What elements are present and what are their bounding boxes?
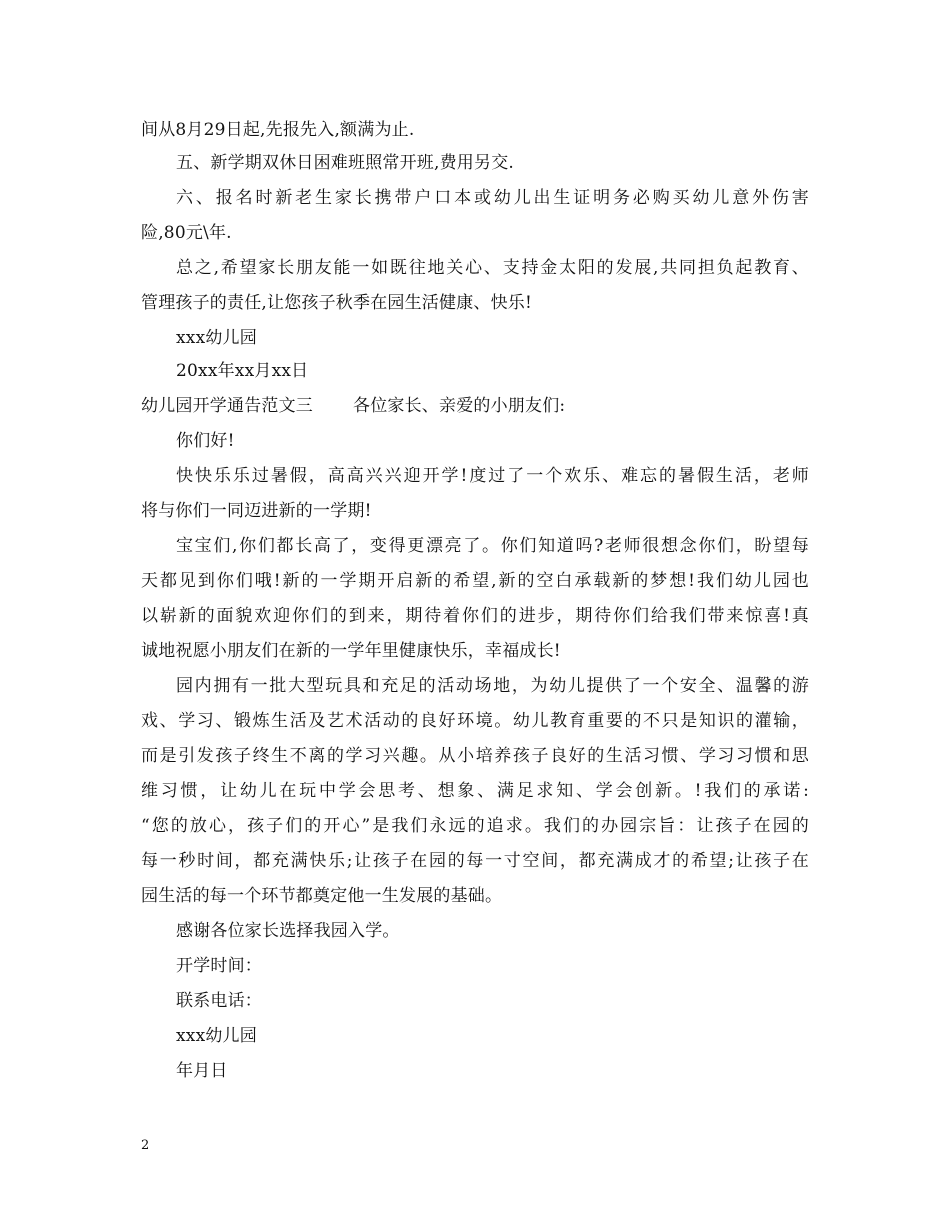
section-title: 幼儿园开学通告范文三 — [141, 396, 313, 416]
signature-date: 20xx年xx月xx日 — [176, 361, 309, 381]
text-line: 天都见到你们哦!新的一学期开启新的希望,新的空白承载新的梦想!我们幼儿园也 — [141, 571, 809, 591]
text-line: 五、新学期双休日困难班照常开班,费用另交. — [176, 153, 515, 173]
text-line: 每一秒时间，都充满快乐;让孩子在园的每一寸空间，都充满成才的希望;让孩子在 — [141, 851, 809, 871]
text-line: 维习惯，让幼儿在玩中学会思考、想象、满足求知、学会创新。!我们的承诺: — [141, 781, 809, 801]
text-line: 园内拥有一批大型玩具和充足的活动场地，为幼儿提供了一个安全、温馨的游 — [176, 676, 809, 696]
text-line: 感谢各位家长选择我园入学。 — [176, 921, 400, 941]
greeting-salutation: 各位家长、亲爱的小朋友们: — [353, 396, 566, 416]
text-line: 六、报名时新老生家长携带户口本或幼儿出生证明务必购买幼儿意外伤害 — [176, 188, 809, 208]
contact-phone-label: 联系电话： — [176, 991, 262, 1011]
text-line: 间从8月29日起,先报先入,额满为止. — [141, 120, 415, 140]
page-number: 2 — [141, 1138, 150, 1153]
text-line: 园生活的每一个环节都奠定他一生发展的基础。 — [141, 886, 503, 906]
signature-date: 年月日 — [176, 1061, 228, 1081]
text-line: 险,80元\年. — [141, 223, 232, 243]
text-line: 快快乐乐过暑假，高高兴兴迎开学!度过了一个欢乐、难忘的暑假生活，老师 — [176, 466, 809, 486]
text-line: 宝宝们,你们都长高了，变得更漂亮了。你们知道吗?老师很想念你们，盼望每 — [176, 536, 809, 556]
start-time-label: 开学时间： — [176, 956, 262, 976]
section-heading-line — [141, 395, 565, 417]
text-line: 以崭新的面貌欢迎你们的到来，期待着你们的进步，期待你们给我们带来惊喜!真 — [141, 606, 809, 626]
signature-org: xxx幼儿园 — [176, 1026, 257, 1046]
signature-org: xxx幼儿园 — [176, 328, 257, 348]
text-line: 戏、学习、锻炼生活及艺术活动的良好环境。幼儿教育重要的不只是知识的灌输， — [141, 711, 809, 731]
text-line: 管理孩子的责任,让您孩子秋季在园生活健康、快乐! — [141, 293, 533, 313]
text-line: 总之,希望家长朋友能一如既往地关心、支持金太阳的发展,共同担负起教育、 — [176, 258, 809, 278]
text-line: 将与你们一同迈进新的一学期! — [141, 501, 372, 521]
text-line: 而是引发孩子终生不离的学习兴趣。从小培养孩子良好的生活习惯、学习习惯和思 — [141, 746, 809, 766]
text-line: “您的放心，孩子们的开心”是我们永远的追求。我们的办园宗旨：让孩子在园的 — [141, 816, 809, 836]
text-line: 诚地祝愿小朋友们在新的一学年里健康快乐，幸福成长! — [141, 641, 561, 661]
text-line: 你们好! — [176, 431, 235, 451]
